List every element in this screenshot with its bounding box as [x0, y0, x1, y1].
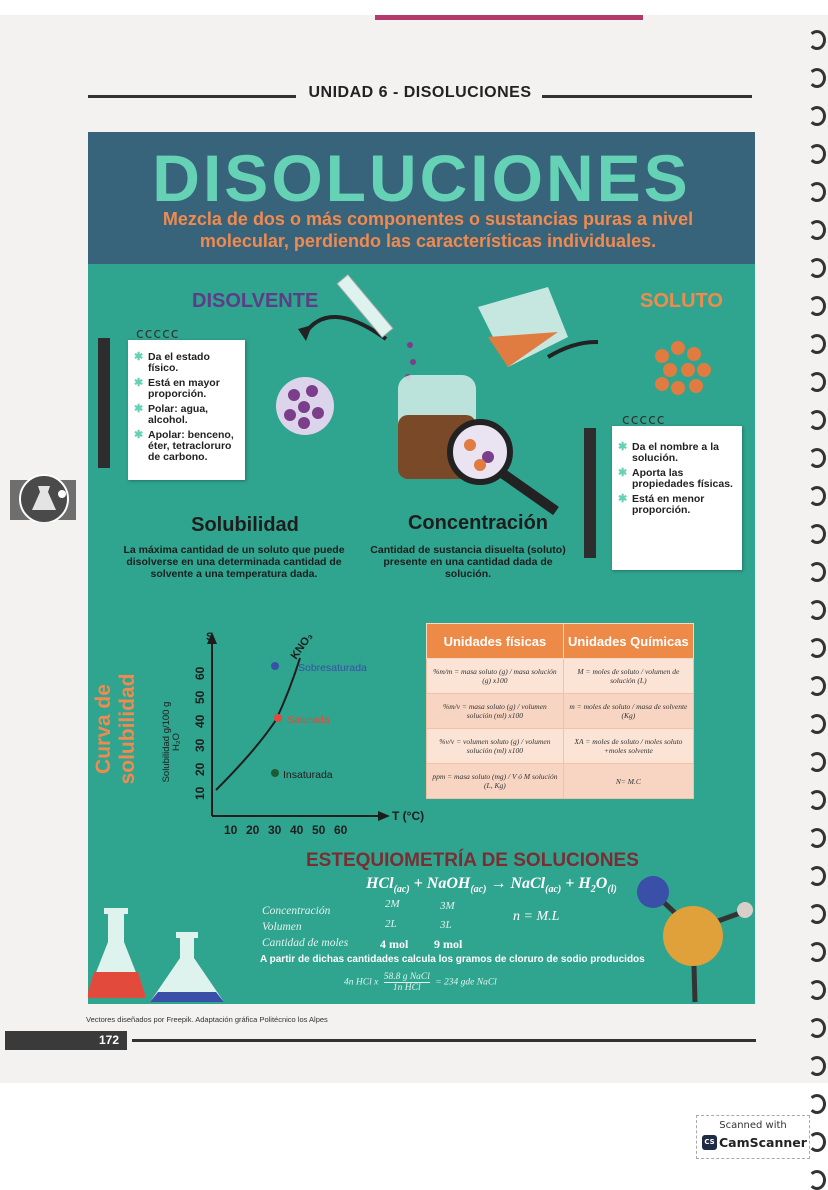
- table-row: [427, 764, 694, 799]
- x-tick-label: 50: [312, 823, 326, 837]
- pencil-left: [98, 338, 110, 468]
- note-rings: ccccc: [622, 412, 666, 428]
- table-cell: %m/m = masa soluto (g) / masa solución (g) x100: [427, 659, 564, 694]
- spiral-binding: [800, 30, 826, 1070]
- solubilidad-text: La máxima cantidad de un soluto que puede disolverse en una determinada cantidad de solvente a una temperatura dada.: [123, 544, 345, 580]
- infographic-poster: [88, 132, 755, 1004]
- table-cell: M = moles de soluto / volumen de solución (L): [563, 659, 693, 694]
- header-physical-units: Unidades físicas: [427, 624, 564, 659]
- soluto-item: ✱ Da el nombre a la solución.: [618, 442, 738, 464]
- curve-title: Curva de solubilidad: [92, 673, 139, 785]
- units-table: [426, 623, 694, 799]
- y-tick-label: 30: [193, 738, 207, 752]
- image-credits: Vectores diseñados por Freepik. Adaptación gráfica Politécnico los Alpes: [86, 1015, 328, 1024]
- y-tick-label: 60: [193, 666, 207, 680]
- watermark-line1: Scanned with: [719, 1120, 787, 1131]
- disolvente-list: [128, 340, 245, 463]
- header-rule-right: [542, 95, 752, 98]
- poster-title: DISOLUCIONES: [152, 141, 691, 215]
- concentracion-heading: Concentración: [407, 512, 549, 534]
- label-concentracion: Concentración: [262, 905, 331, 917]
- unit-title: UNIDAD 6 - DISOLUCIONES: [308, 84, 532, 101]
- table-cell: N= M.C: [563, 764, 693, 799]
- solvent-molecules-icon: [274, 375, 336, 437]
- x-tick-label: 10: [224, 823, 238, 837]
- soluto-item: ✱ Aporta las propiedades físicas.: [618, 468, 738, 490]
- disolvente-item: ✱ Está en mayor proporción.: [134, 378, 241, 400]
- soluto-item: ✱ Está en menor proporción.: [618, 494, 738, 516]
- naoh-moles: 9 mol: [434, 937, 463, 951]
- y-tick-label: 10: [193, 786, 207, 800]
- y-tick-label: 50: [193, 690, 207, 704]
- table-cell: ppm = masa soluto (mg) / V ó M solución (L, Kg): [427, 764, 564, 799]
- table-header-row: [427, 624, 694, 659]
- label-moles: Cantidad de moles: [262, 937, 349, 949]
- x-axis-label: T (°C): [392, 809, 425, 823]
- solute-particles-icon: [648, 336, 716, 404]
- concentracion-text: Cantidad de sustancia disuelta (soluto) presente en una cantidad dada de solución.: [370, 544, 566, 580]
- watermark-line2: CamScanner: [719, 1135, 807, 1150]
- x-tick-label: 40: [290, 823, 304, 837]
- x-tick-label: 60: [334, 823, 348, 837]
- insaturada-label: Insaturada: [283, 769, 333, 781]
- poster-subtitle: Mezcla de dos o más componentes o sustancias puras a nivel molecular, perdiendo las características individuales.: [162, 209, 694, 251]
- top-color-strip: [375, 15, 643, 20]
- table-row: [427, 694, 694, 729]
- hcl-volume: 2L: [385, 918, 397, 930]
- reaction-equation: HCl$_{(ac)}$ + NaOH$_{(ac)}$ → NaCl$_{(ac)}$ + $H_2O_{(l)}$: [366, 875, 617, 896]
- table-row: [427, 729, 694, 764]
- y-axis-letter: S: [206, 631, 214, 643]
- solubility-curve-chart: [186, 630, 426, 850]
- lab-flask-icon: [10, 472, 80, 522]
- disolvente-item: ✱ Apolar: benceno, éter, tetracloruro de carbono.: [134, 430, 241, 463]
- label-volumen: Volumen: [262, 921, 302, 933]
- table-cell: m = moles de soluto / masa de solvente (Kg): [563, 694, 693, 729]
- y-axis-label: Solubilidad g/100 g H₂O: [161, 701, 182, 783]
- stoich-instruction: A partir de dichas cantidades calcula los gramos de cloruro de sodio producidos: [260, 954, 645, 965]
- note-rings: ccccc: [136, 326, 180, 342]
- moles-formula: n = M.L: [513, 909, 560, 924]
- flasks-illustration: [88, 902, 248, 1004]
- calc-denominator: 1n HCl: [392, 983, 421, 993]
- sobresaturada-point: [271, 662, 279, 670]
- calc-left: 4n HCl x: [344, 977, 379, 988]
- y-tick-label: 20: [193, 762, 207, 776]
- insaturada-point: [271, 769, 279, 777]
- soluto-note: [612, 412, 742, 570]
- camscanner-watermark: [696, 1115, 810, 1159]
- header-chemical-units: Unidades Químicas: [563, 624, 693, 659]
- header-rule-left: [88, 95, 296, 98]
- hcl-concentration: 2M: [385, 898, 400, 910]
- stoich-calculation: [344, 972, 497, 993]
- curve-label: KNO₃: [288, 630, 316, 662]
- stoichiometry-heading: ESTEQUIOMETRÍA DE SOLUCIONES: [306, 850, 639, 871]
- sobresaturada-label: Sobresaturada: [298, 662, 367, 674]
- y-tick-label: 40: [193, 714, 207, 728]
- page-number: 172: [5, 1031, 127, 1050]
- solubilidad-heading: Solubilidad: [191, 514, 299, 536]
- saturada-point: [274, 714, 282, 722]
- soluto-heading: SOLUTO: [640, 290, 723, 312]
- naoh-concentration: 3M: [440, 900, 455, 912]
- disolvente-note: [128, 326, 245, 480]
- table-cell: %v/v = volumen soluto (g) / volumen solución (ml) x100: [427, 729, 564, 764]
- table-cell: XA = moles de soluto / moles soluto +moles solvente: [563, 729, 693, 764]
- table-cell: %m/v = masa soluto (g) / volumen solución (ml) x100: [427, 694, 564, 729]
- camscanner-logo-icon: CS: [702, 1135, 717, 1150]
- calc-result: = 234 gde NaCl: [435, 977, 497, 988]
- naoh-volume: 3L: [440, 919, 452, 931]
- saturada-label: Saturada: [287, 714, 330, 726]
- x-tick-label: 20: [246, 823, 260, 837]
- soluto-list: [612, 426, 742, 516]
- table-row: [427, 659, 694, 694]
- calc-numerator: 58.8 g NaCl: [383, 972, 430, 982]
- disolvente-item: ✱ Da el estado físico.: [134, 352, 241, 374]
- x-tick-label: 30: [268, 823, 282, 837]
- disolvente-heading: DISOLVENTE: [192, 290, 319, 312]
- disolvente-item: ✱ Polar: agua, alcohol.: [134, 404, 241, 426]
- curve-title-vertical: [92, 619, 139, 819]
- footer-rule: [132, 1039, 756, 1042]
- hcl-moles: 4 mol: [380, 937, 409, 951]
- molecule-model-illustration: [633, 862, 755, 1004]
